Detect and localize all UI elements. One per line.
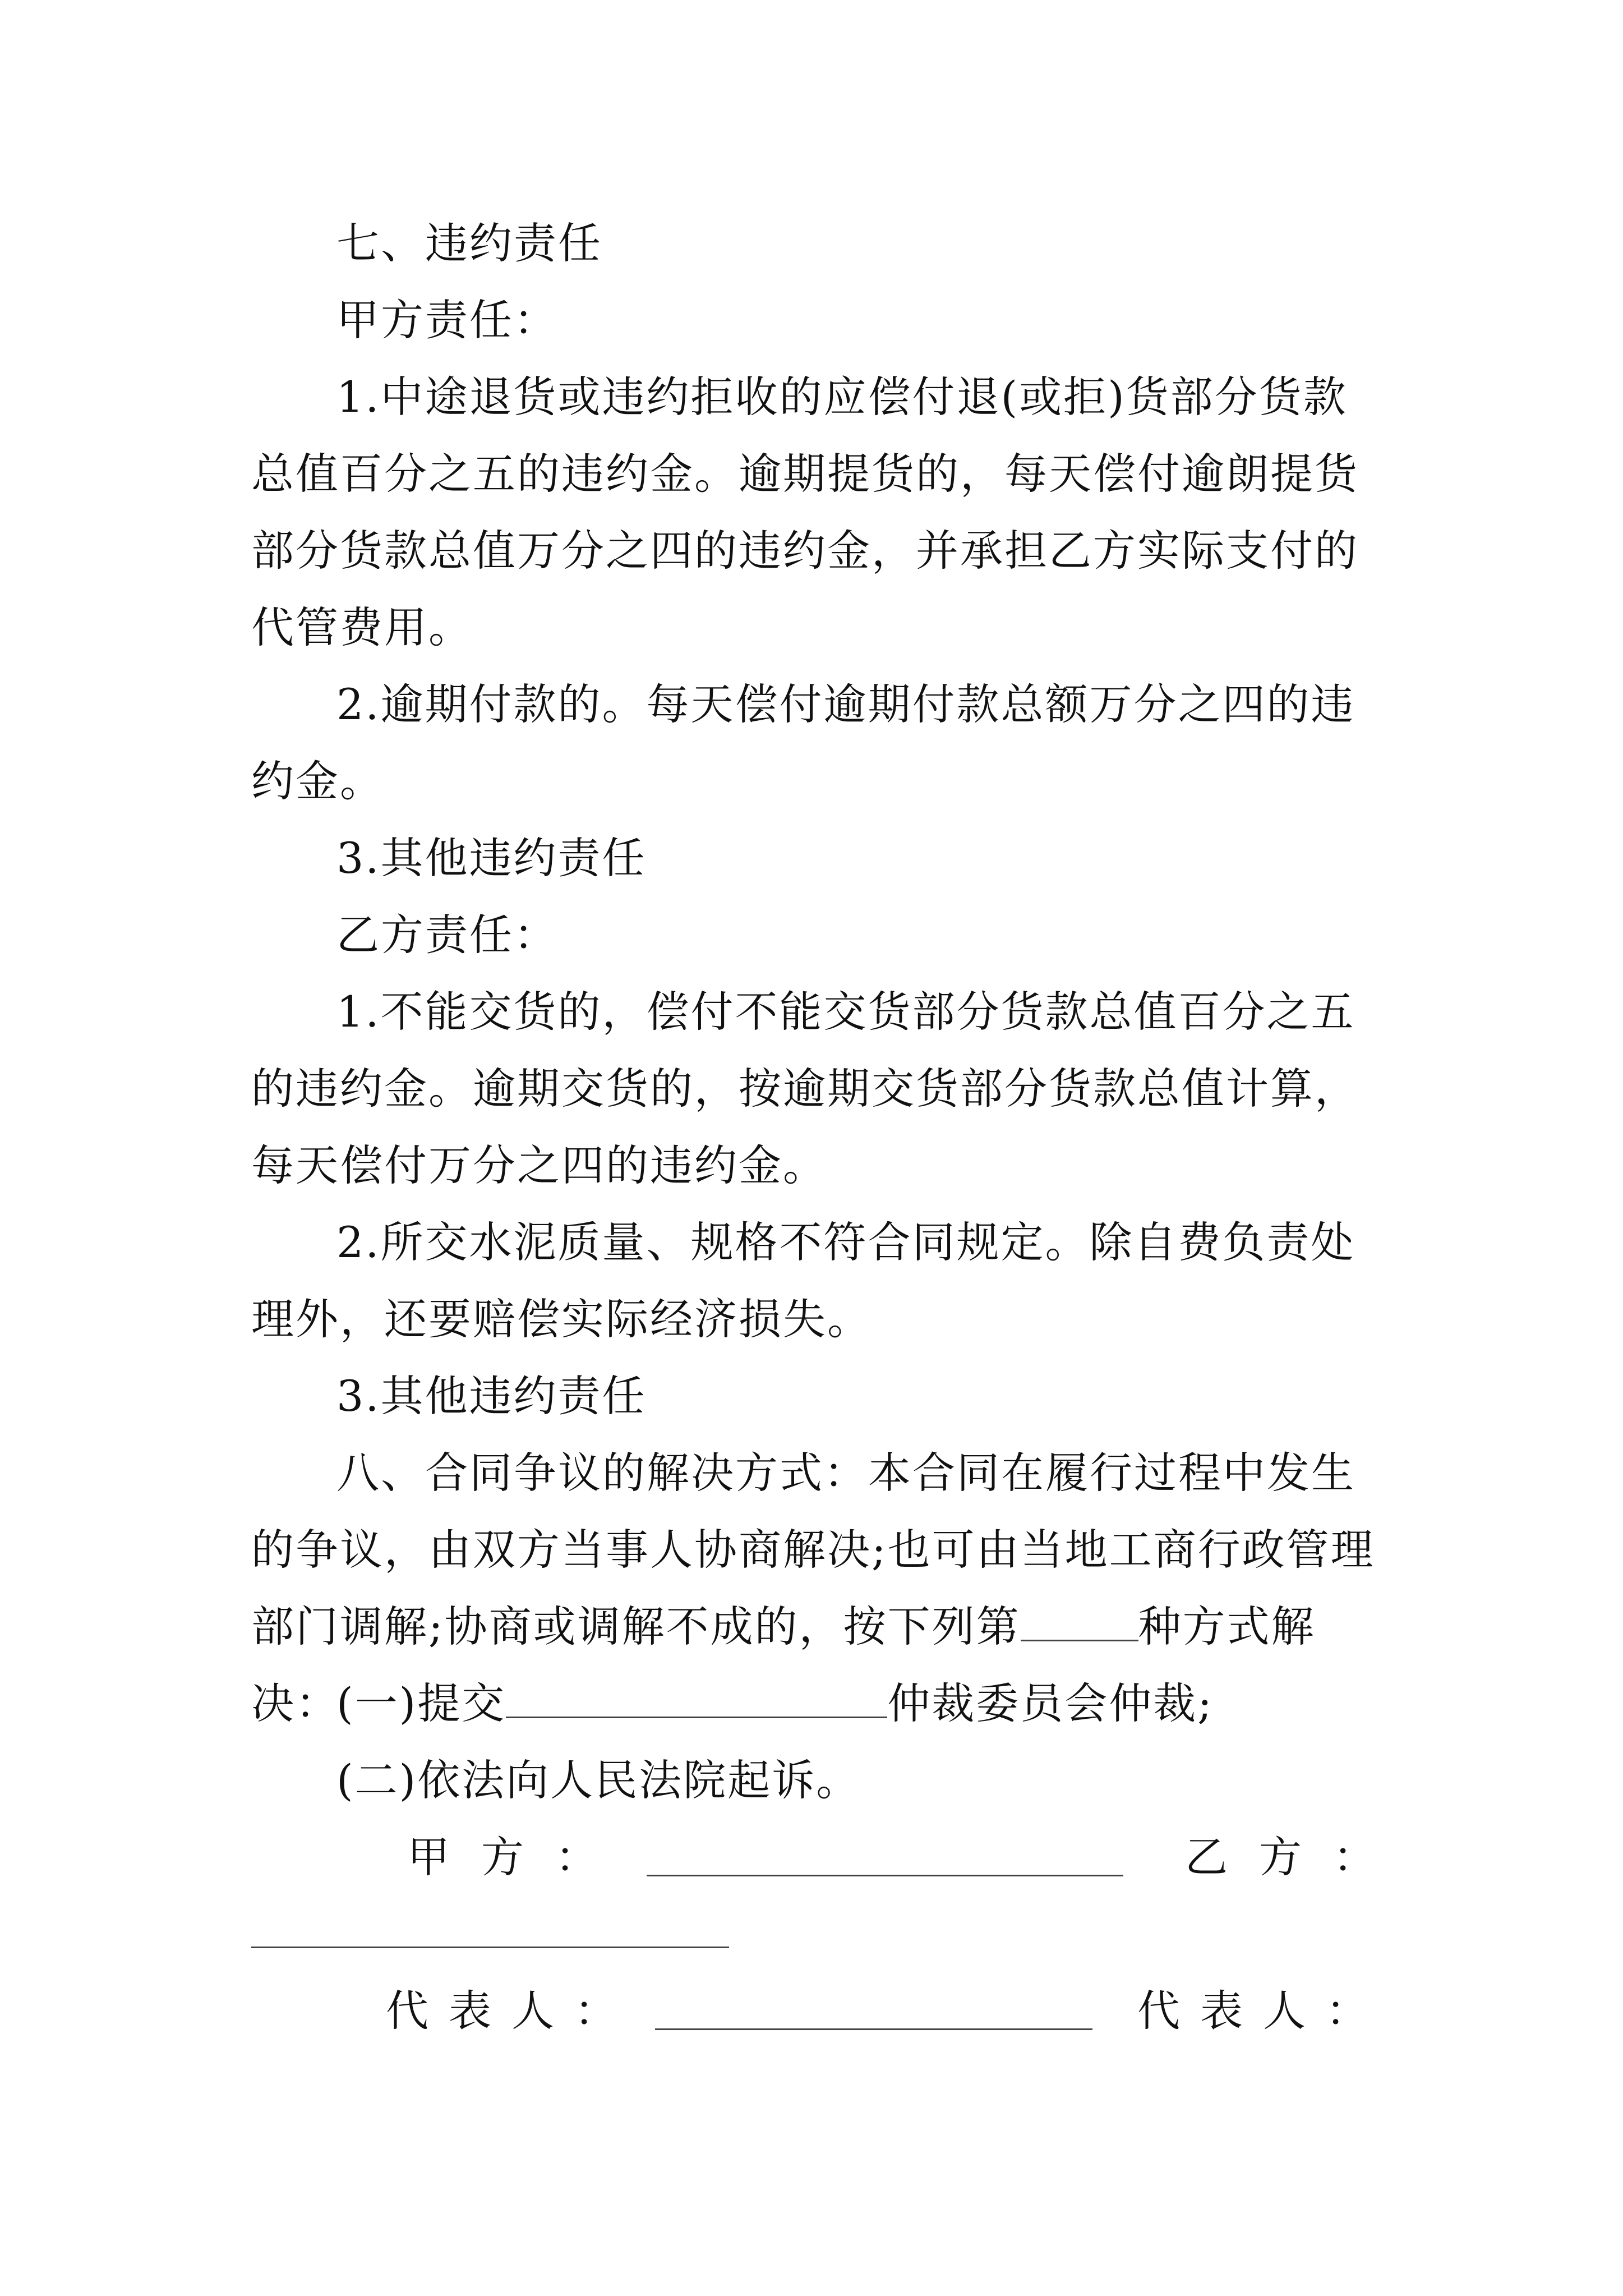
party-a-item-3: 3.其他违约责任 [336,833,647,883]
party-b-heading: 乙方责任： [336,910,558,960]
option-1-suffix: 仲裁委员会仲裁; [887,1678,1214,1728]
option-1-prefix: (一)提交 [336,1678,506,1728]
option-1 [251,1665,1384,1742]
option-2: (二)依法向人民法院起诉。 [336,1755,861,1805]
dispute-text-after: 种方式解决： [251,1602,1316,1728]
rep-b-signature-label: 代表人： [1137,1986,1389,2036]
party-b-item-3: 3.其他违约责任 [336,1371,647,1421]
rep-a-signature-label: 代表人： [386,1986,637,2036]
arbitration-committee-blank[interactable] [506,1683,887,1718]
rep-a-signature-blank[interactable] [655,1995,1092,2030]
party-b-item-2: 2.所交水泥质量、规格不符合同规定。除自费负责处理外，还要赔偿实际经济损失。 [251,1217,1355,1344]
party-a-signature-blank[interactable] [647,1841,1123,1876]
party-b-signature-label: 乙方： [1185,1832,1407,1882]
party-a-heading: 甲方责任： [336,295,558,345]
party-b-signature-blank[interactable] [251,1947,729,1948]
party-a-signature-label: 甲方： [407,1832,629,1882]
section-heading: 七、违约责任 [336,218,602,268]
party-a-item-2: 2.逾期付款的。每天偿付逾期付款总额万分之四的违约金。 [251,679,1355,806]
party-a-item-1: 1.中途退货或违约拒收的应偿付退(或拒)货部分货款总值百分之五的违约金。逾期提货的，每天偿付逾朗提货部分货款总值万分之四的违约金，并承担乙方实际支付的代管费用。 [251,372,1359,652]
dispute-text-before: 八、合同争议的解决方式：本合同在履行过程中发生的争议，由双方当事人协商解决;也可由当地工商行政管理部门调解;协商或调解不成的，按下列第 [251,1448,1375,1651]
method-number-blank[interactable] [1021,1606,1138,1641]
party-b-item-1: 1.不能交货的，偿付不能交货部分货款总值百分之五的违约金。逾期交货的，按逾期交货部分货款总值计算，每天偿付万分之四的违约金。 [251,987,1359,1190]
